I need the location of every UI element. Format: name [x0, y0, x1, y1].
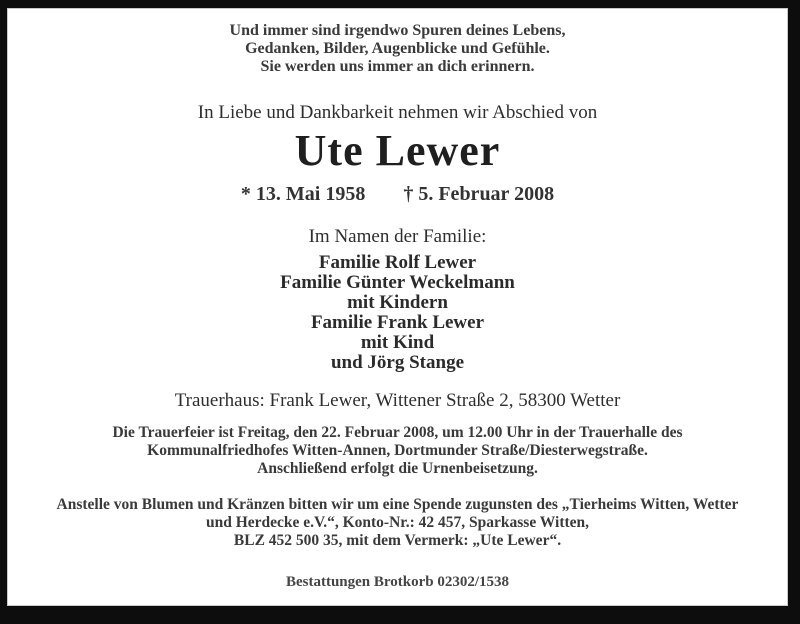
family-member: mit Kindern	[347, 292, 448, 313]
ceremony-line-2: Kommunalfriedhofes Witten-Annen, Dortmunder Straße/Diesterwegstraße.	[147, 442, 648, 459]
family-list	[7, 253, 788, 373]
verse-line-3: Sie werden uns immer an dich erinnern.	[260, 58, 535, 75]
obituary-sheet	[7, 8, 788, 606]
trauerhaus-line: Trauerhaus: Frank Lewer, Wittener Straße 2, 58300 Wetter	[174, 390, 621, 411]
family-member: Familie Rolf Lewer	[318, 252, 477, 273]
ceremony-line-1: Die Trauerfeier ist Freitag, den 22. Februar 2008, um 12.00 Uhr in der Trauerhalle des	[112, 424, 683, 441]
life-dates	[7, 182, 788, 206]
family-member: mit Kind	[360, 332, 435, 353]
birth-date: * 13. Mai 1958	[240, 183, 366, 205]
donation-line-3: BLZ 452 500 35, mit dem Vermerk: „Ute Lewer“.	[233, 532, 562, 549]
family-member: und Jörg Stange	[330, 352, 465, 373]
family-member: Familie Günter Weckelmann	[280, 272, 515, 293]
farewell-intro: In Liebe und Dankbarkeit nehmen wir Abschied von	[197, 102, 598, 123]
death-date: † 5. Februar 2008	[403, 183, 555, 205]
verse-line-1: Und immer sind irgendwo Spuren deines Lebens,	[229, 22, 566, 39]
donation-line-2: und Herdecke e.V.“, Konto-Nr.: 42 457, Sparkasse Witten,	[205, 514, 590, 531]
donation-line-1: Anstelle von Blumen und Kränzen bitten wir um eine Spende zugunsten des „Tierheims Witten, Wetter	[56, 496, 739, 513]
ceremony-paragraph	[7, 424, 788, 478]
donation-paragraph	[7, 496, 788, 550]
funeral-home-footer: Bestattungen Brotkorb 02302/1538	[285, 574, 510, 590]
ceremony-line-3: Anschließend erfolgt die Urnenbeisetzung.	[257, 460, 538, 477]
deceased-name: Ute Lewer	[294, 126, 501, 175]
verse-line-2: Gedanken, Bilder, Augenblicke und Gefühle.	[245, 40, 550, 57]
memorial-verse	[7, 22, 788, 76]
family-member: Familie Frank Lewer	[310, 312, 485, 333]
family-intro: Im Namen der Familie:	[308, 226, 487, 247]
